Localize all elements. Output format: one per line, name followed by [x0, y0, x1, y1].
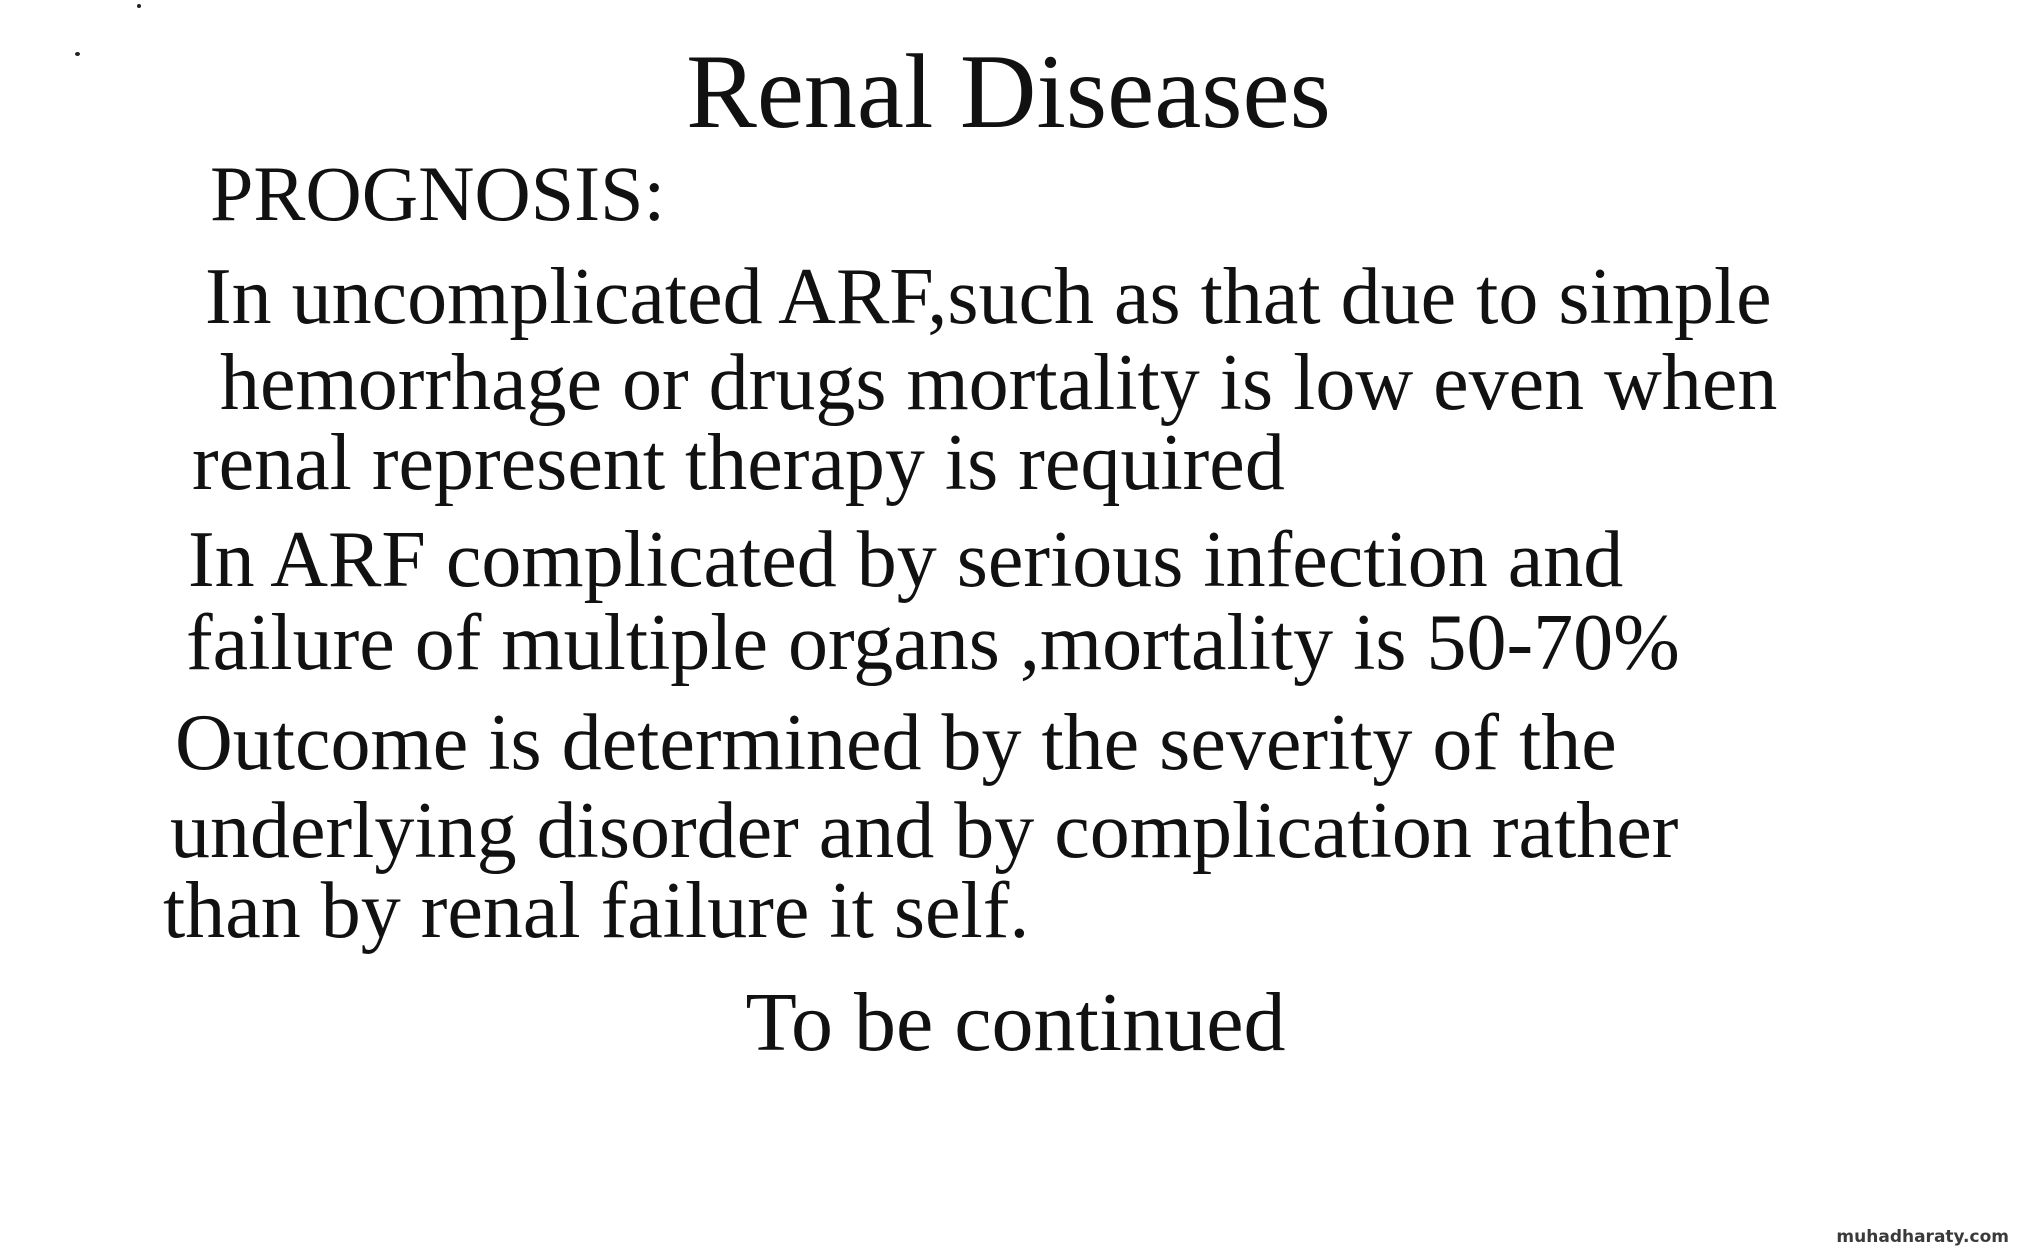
site-watermark: muhadharaty.com [1836, 1227, 2009, 1247]
scan-speck [137, 4, 141, 8]
text-line: than by renal failure it self. [163, 867, 1030, 955]
text-line: failure of multiple organs ,mortality is 50-70% [186, 599, 1680, 687]
text-line: hemorrhage or drugs mortality is low even when [220, 339, 1778, 427]
text-line: Outcome is determined by the severity of the [175, 699, 1617, 787]
text-line: renal represent therapy is required [192, 419, 1285, 507]
text-line: In uncomplicated ARF,such as that due to simple [205, 253, 1772, 341]
slide-title: Renal Diseases [686, 33, 1331, 150]
text-line: In ARF complicated by serious infection and [188, 516, 1624, 604]
continued-note: To be continued [745, 976, 1286, 1069]
section-heading: PROGNOSIS: [210, 150, 666, 237]
text-line: underlying disorder and by complication rather [170, 787, 1679, 875]
